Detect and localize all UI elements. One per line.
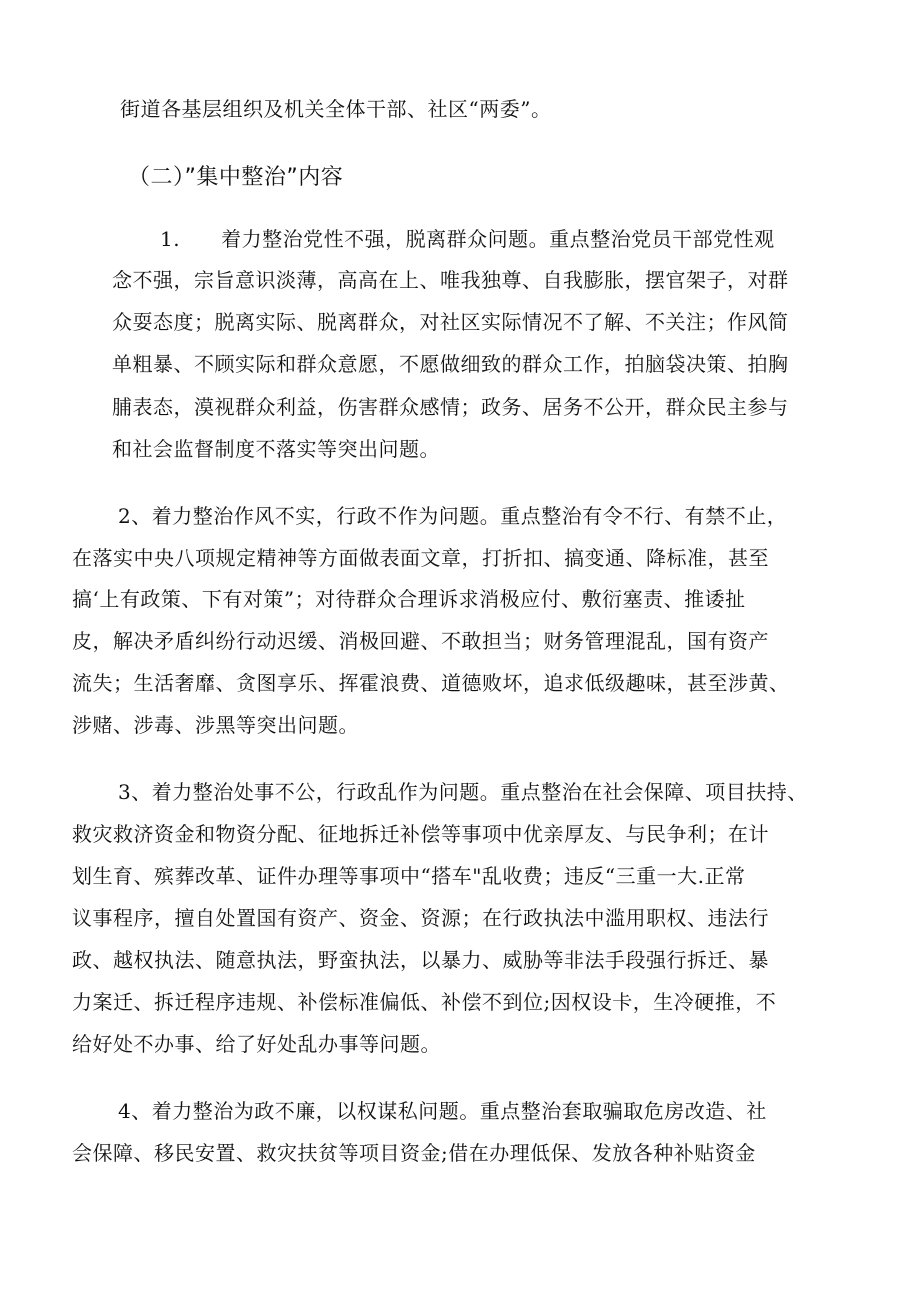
item-3-line-6: 力案迁、拆迁程序违规、补偿标准偏低、补偿不到位;因权设卡，生冷硬推，不 [72, 990, 777, 1014]
item-1-line-1: 1. 着力整治党性不强，脱离群众问题。重点整治党员干部党性观 [160, 227, 775, 251]
item-1-line-2: 念不强，宗旨意识淡薄，高高在上、唯我独尊、自我膨胀，摆官架子，对群 [112, 268, 789, 292]
item-3-line-4: 议事程序，擅自处置国有资产、资金、资源；在行政执法中滥用职权、违法行 [72, 906, 769, 930]
intro-line: 街道各基层组织及机关全体干部、社区“两委”。 [120, 97, 552, 121]
item-4-line-2: 会保障、移民安置、救灾扶贫等项目资金;借在办理低保、发放各种补贴资金 [72, 1141, 756, 1165]
item-1-line-5: 脯表态，漠视群众利益，伤害群众感情；政务、居务不公开，群众民主参与 [112, 395, 789, 419]
item-2-line-6: 涉赌、涉毒、涉黑等突出问题。 [72, 713, 359, 737]
section-heading: （二）”集中整治”内容 [128, 165, 344, 190]
item-1-line-4: 单粗暴、不顾实际和群众意愿，不愿做细致的群众工作，拍脑袋决策、拍胸 [112, 352, 789, 376]
item-2-line-3: 搞‘上有政策、下有对策”；对待群众合理诉求消极应付、敷衍塞责、推诿扯 [72, 587, 746, 611]
item-1-line-6: 和社会监督制度不落实等突出问题。 [112, 437, 440, 461]
item-2-line-1: 2、着力整治作风不实，行政不作为问题。重点整治有令不行、有禁不止， [118, 504, 788, 528]
item-3-line-1: 3、着力整治处事不公，行政乱作为问题。重点整治在社会保障、项目扶持、 [118, 780, 808, 804]
item-2-line-5: 流失；生活奢靡、贪图享乐、挥霍浪费、道德败坏，追求低级趣味，甚至涉黄、 [72, 671, 790, 695]
item-3-line-2: 救灾救济资金和物资分配、征地拆迁补偿等事项中优亲厚友、与民争利；在计 [72, 822, 769, 846]
item-4-line-1: 4、着力整治为政不廉，以权谋私问题。重点整治套取骗取危房改造、社 [118, 1099, 767, 1123]
item-3-line-7: 给好处不办事、给了好处乱办事等问题。 [72, 1032, 441, 1056]
item-3-line-3: 划生育、殡葬改革、证件办理等事项中“搭车"乱收费；违反“三重一大.正常 [72, 864, 746, 888]
item-1-line-3: 众耍态度；脱离实际、脱离群众，对社区实际情况不了解、不关注；作风简 [112, 310, 789, 334]
item-2-line-2: 在落实中央八项规定精神等方面做表面文章，打折扣、搞变通、降标准，甚至 [72, 546, 769, 570]
item-3-line-5: 政、越权执法、随意执法，野蛮执法，以暴力、威胁等非法手段强行拆迁、暴 [72, 948, 769, 972]
item-2-line-4: 皮，解决矛盾纠纷行动迟缓、消极回避、不敢担当；财务管理混乱，国有资产 [72, 629, 769, 653]
